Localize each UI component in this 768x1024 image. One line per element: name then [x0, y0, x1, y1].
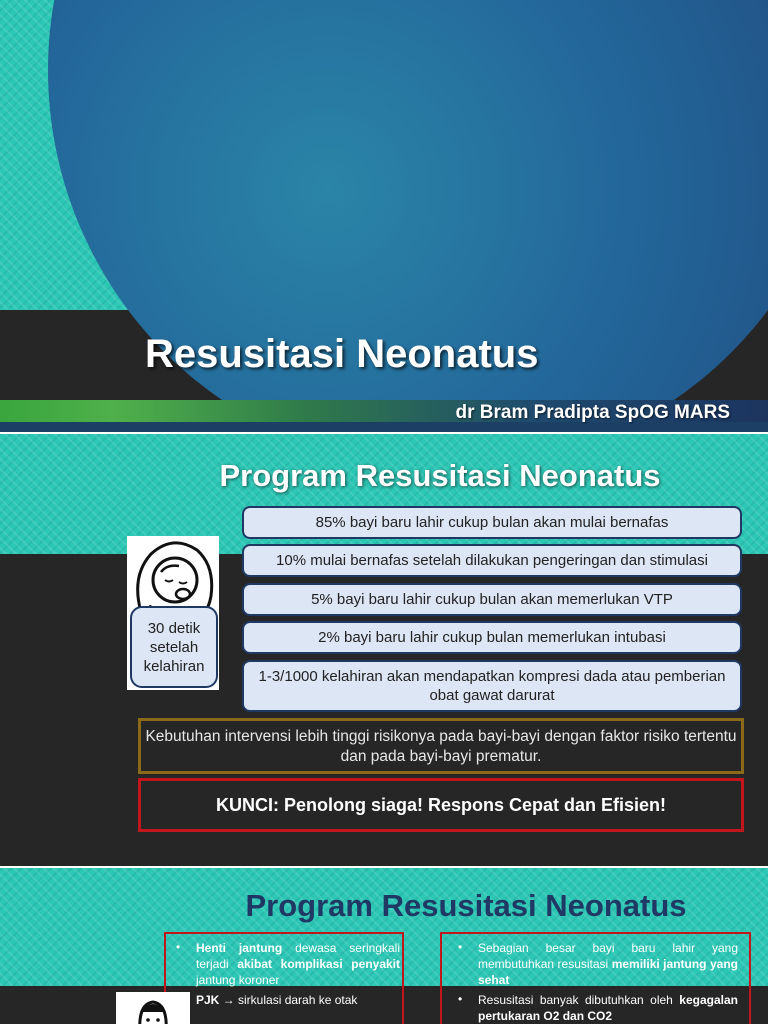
program-slide — [0, 434, 768, 866]
stat-box: 10% mulai bernafas setelah dilakukan pengeringan dan stimulasi — [242, 544, 742, 577]
adult-cardiac-box — [164, 932, 404, 1024]
slide-title: Resusitasi Neonatus — [145, 332, 539, 376]
bullet-icon: • — [458, 992, 463, 1006]
person-illustration — [116, 992, 190, 1024]
bullet-icon: • — [458, 940, 463, 954]
slide-title: Program Resusitasi Neonatus — [245, 888, 687, 923]
bullet-text: PJK → sirkulasi darah ke otak — [196, 993, 358, 1007]
bullet-text: Sebagian besar bayi baru lahir yang membutuhkan resusitasi memiliki jantung yang sehat — [478, 941, 738, 987]
bullet-text: Henti jantung dewasa seringkali terjadi akibat komplikasi penyakit jantung koroner — [196, 941, 400, 987]
title-slide — [0, 0, 768, 432]
bullet-text: Resusitasi banyak dibutuhkan oleh kegagalan pertukaran O2 dan CO2 — [478, 993, 738, 1023]
bullet-icon: • — [176, 940, 181, 954]
person-face-icon — [116, 992, 190, 1024]
timing-label: 30 detik setelah kelahiran — [130, 606, 218, 688]
stat-box: 1-3/1000 kelahiran akan mendapatkan kompresi dada atau pemberian obat gawat darurat — [242, 660, 742, 712]
stat-box: 5% bayi baru lahir cukup bulan akan memerlukan VTP — [242, 583, 742, 616]
stat-box: 2% bayi baru lahir cukup bulan memerlukan intubasi — [242, 621, 742, 654]
stat-box: 85% bayi baru lahir cukup bulan akan mulai bernafas — [242, 506, 742, 539]
slide-title: Program Resusitasi Neonatus — [219, 458, 661, 493]
program-slide-2 — [0, 868, 768, 1024]
risk-info-box: Kebutuhan intervensi lebih tinggi risikonya pada bayi-bayi dengan faktor risiko tertentu dan pada bayi-bayi prematur. — [138, 718, 744, 774]
author-name: dr Bram Pradipta SpOG MARS — [455, 402, 730, 423]
key-message-box: KUNCI: Penolong siaga! Respons Cepat dan Efisien! — [138, 778, 744, 832]
sleeping-baby-icon — [127, 536, 219, 616]
neonatal-cause-box — [440, 932, 751, 1024]
